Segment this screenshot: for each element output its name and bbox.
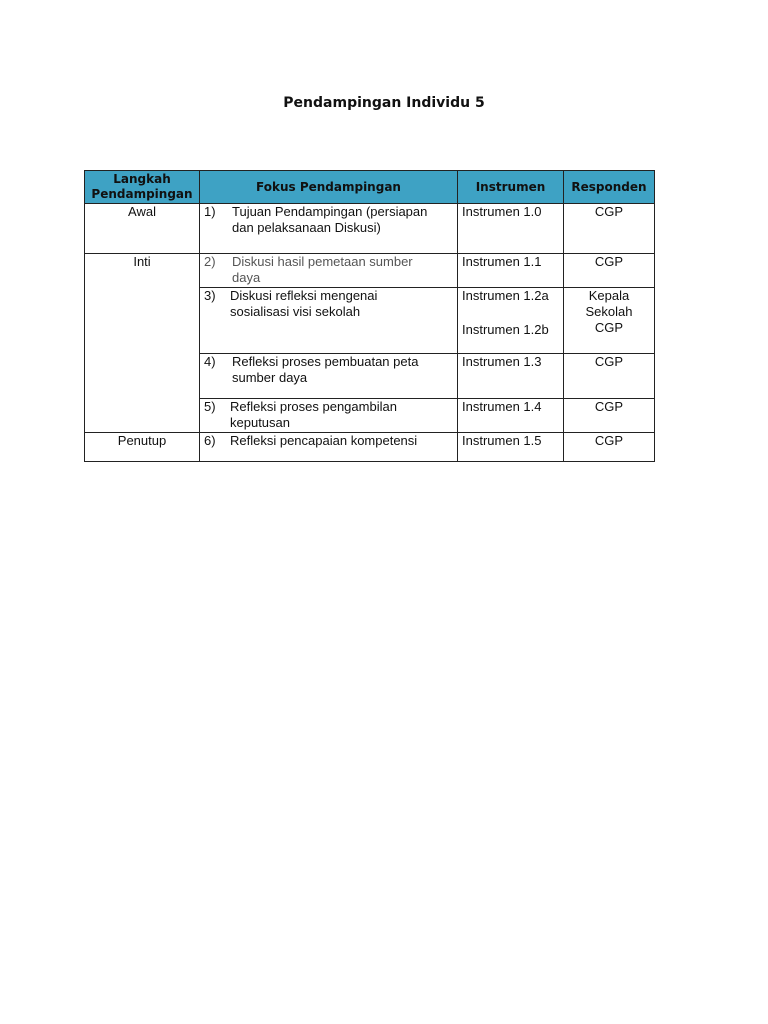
item-number: 4) <box>204 354 216 369</box>
instrument-a: Instrumen 1.2a <box>462 288 549 303</box>
item-number: 3) <box>204 288 216 303</box>
focus-cell <box>200 354 458 399</box>
table-row <box>85 254 655 288</box>
respondent-cell: CGP <box>564 204 655 254</box>
step-cell: Penutup <box>85 433 200 462</box>
focus-cell <box>200 399 458 433</box>
item-number: 1) <box>204 204 216 219</box>
item-number: 2) <box>204 254 216 269</box>
focus-cell <box>200 288 458 354</box>
focus-text: Refleksi proses pengambilan keputusan <box>230 399 397 430</box>
table-row <box>85 204 655 254</box>
focus-text: Refleksi proses pembuatan peta sumber daya <box>232 354 419 385</box>
header-focus: Fokus Pendampingan <box>200 171 458 204</box>
focus-text: Diskusi hasil pemetaan sumber daya <box>232 254 413 285</box>
respondent-cell: CGP <box>564 354 655 399</box>
respondent-b: CGP <box>594 320 624 335</box>
focus-text: Diskusi refleksi mengenai sosialisasi visi sekolah <box>230 288 378 319</box>
focus-cell <box>200 204 458 254</box>
instrument-cell: Instrumen 1.1 <box>458 254 564 288</box>
focus-text: Tujuan Pendampingan (persiapan dan pelaksanaan Diskusi) <box>232 204 428 235</box>
instrument-b: Instrumen 1.2b <box>462 322 549 337</box>
item-number: 6) <box>204 433 216 448</box>
table-header-row <box>85 171 655 204</box>
instrument-cell <box>458 288 564 354</box>
instrument-cell: Instrumen 1.3 <box>458 354 564 399</box>
step-cell: Awal <box>85 204 200 254</box>
step-cell: Inti <box>85 254 200 433</box>
header-respondent: Responden <box>564 171 655 204</box>
mentoring-table <box>84 170 655 462</box>
header-step: Langkah Pendampingan <box>85 171 200 204</box>
header-instrument: Instrumen <box>458 171 564 204</box>
respondent-cell: CGP <box>564 433 655 462</box>
focus-cell <box>200 433 458 462</box>
instrument-cell: Instrumen 1.5 <box>458 433 564 462</box>
respondent-cell: CGP <box>564 399 655 433</box>
focus-text: Refleksi pencapaian kompetensi <box>230 433 418 448</box>
respondent-a: Kepala Sekolah <box>585 288 633 319</box>
instrument-cell: Instrumen 1.0 <box>458 204 564 254</box>
table-row <box>85 433 655 462</box>
item-number: 5) <box>204 399 216 414</box>
instrument-cell: Instrumen 1.4 <box>458 399 564 433</box>
page-title: Pendampingan Individu 5 <box>283 95 485 111</box>
respondent-cell <box>564 288 655 354</box>
focus-cell <box>200 254 458 288</box>
respondent-cell: CGP <box>564 254 655 288</box>
